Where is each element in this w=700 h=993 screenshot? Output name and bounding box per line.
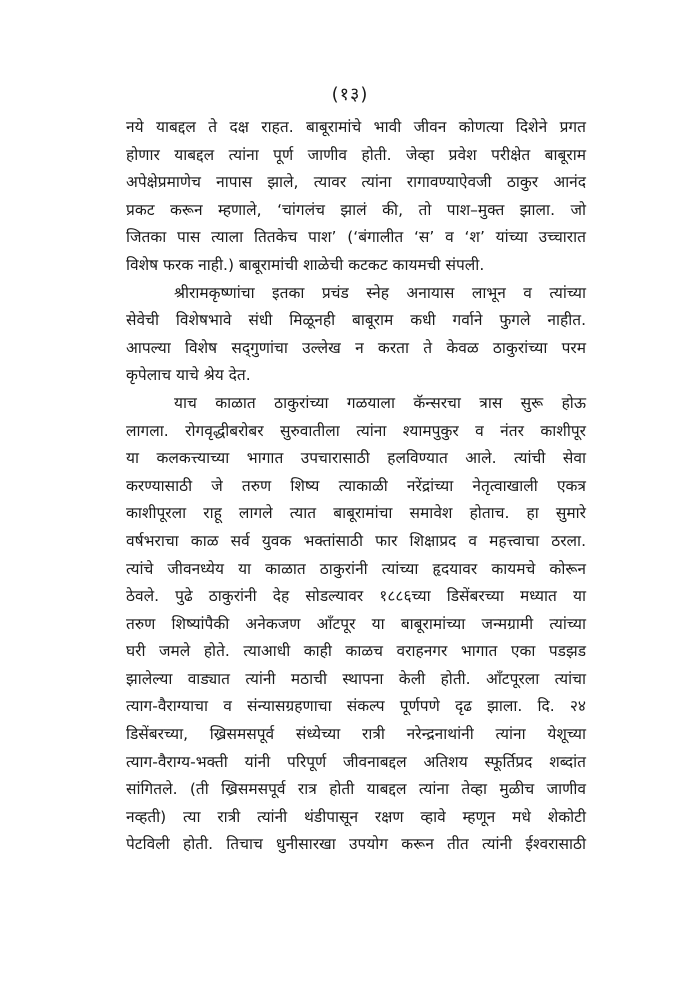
paragraph-1 xyxy=(126,114,586,280)
text-line: डिसेंबरच्या, ख्रिसमसपूर्व संध्येच्या रात्री नरेन्द्रनाथांनी त्यांना येशूच्या xyxy=(126,725,586,744)
text-line: याच काळात ठाकुरांच्या गळयाला कॅन्सरचा त्रास सुरू होऊ xyxy=(174,393,586,412)
paragraph-3 xyxy=(126,390,586,859)
text-line: कृपेलाच याचे श्रेय देत. xyxy=(126,366,251,385)
text-line: नव्हती) त्या रात्री त्यांनी थंडीपासून रक्षण व्हावे म्हणून मधे शेकोटी xyxy=(126,807,586,826)
text-line: झालेल्या वाड्यात त्यांनी मठाची स्थापना केली होती. आँटपूरला त्यांचा xyxy=(126,669,586,688)
text-line: त्यांचे जीवनध्येय या काळात ठाकुरांनी त्यांच्या हृदयावर कायमचे कोरून xyxy=(126,559,586,578)
text-line: करण्यासाठी जे तरुण शिष्य त्याकाळी नरेंद्रांच्या नेतृत्वाखाली एकत्र xyxy=(126,476,586,495)
text-line: वर्षभराचा काळ सर्व युवक भक्तांसाठी फार शिक्षाप्रद व महत्त्वाचा ठरला. xyxy=(126,531,586,550)
text-line: घरी जमले होते. त्याआधी काही काळच वराहनगर भागात एका पडझड xyxy=(126,642,586,661)
text-line: श्रीरामकृष्णांचा इतका प्रचंड स्नेह अनायास लाभून व त्यांच्या xyxy=(174,283,586,302)
text-line: पेटविली होती. तिचाच धुनीसारखा उपयोग करून तीत त्यांनी ईश्वरासाठी xyxy=(126,835,586,854)
text-line: होणार याबद्दल त्यांना पूर्ण जाणीव होती. जेव्हा प्रवेश परीक्षेत बाबूराम xyxy=(126,145,586,164)
text-line: सांगितले. (ती ख्रिसमसपूर्व रात्र होती याबद्दल त्यांना तेव्हा मुळीच जाणीव xyxy=(126,780,586,799)
page-number: (१३) xyxy=(331,84,369,105)
text-line: आपल्या विशेष सद्‌गुणांचा उल्लेख न करता ते केवळ ठाकुरांच्या परम xyxy=(126,338,586,357)
text-line: काशीपूरला राहू लागले त्यात बाबूरामांचा समावेश होताच. हा सुमारे xyxy=(126,504,586,523)
text-line: लागला. रोगवृद्धीबरोबर सुरुवातीला त्यांना श्यामपुकुर व नंतर काशीपूर xyxy=(126,421,586,440)
text-line: विशेष फरक नाही.) बाबूरामांची शाळेची कटकट कायमची संपली. xyxy=(126,255,485,274)
text-line: तरुण शिष्यांपैकी अनेकजण आँटपूर या बाबूरामांच्या जन्मग्रामी त्यांच्या xyxy=(126,614,586,633)
text-line: त्याग-वैराग्य-भक्ती यांनी परिपूर्ण जीवनाबद्दल अतिशय स्फूर्तिप्रद शब्दांत xyxy=(126,752,586,771)
text-line: त्याग-वैराग्याचा व संन्यासग्रहणाचा संकल्प पूर्णपणे दृढ झाला. दि. २४ xyxy=(126,697,586,716)
text-line: जितका पास त्याला तितकेच पाश’ (‘बंगालीत ‘स’ व ‘श’ यांच्या उच्चारात xyxy=(126,228,586,247)
text-line: सेवेची विशेषभावे संधी मिळूनही बाबूराम कधी गर्वाने फुगले नाहीत. xyxy=(126,311,586,330)
text-line: या कलकत्त्याच्या भागात उपचारासाठी हलविण्यात आले. त्यांची सेवा xyxy=(126,449,586,468)
paragraph-2 xyxy=(126,280,586,390)
body-text xyxy=(126,114,586,859)
text-line: प्रकट करून म्हणाले, ‘चांगलंच झालं की, तो पाश–मुक्त झाला. जो xyxy=(126,200,586,219)
text-line: नये याबद्दल ते दक्ष राहत. बाबूरामांचे भावी जीवन कोणत्या दिशेने प्रगत xyxy=(126,118,586,136)
text-line: अपेक्षेप्रमाणेच नापास झाले, त्यावर त्यांना रागावण्याऐवजी ठाकुर आनंद xyxy=(126,173,586,192)
text-line: ठेवले. पुढे ठाकुरांनी देह सोडल्यावर १८८६च्या डिसेंबरच्या मध्यात या xyxy=(126,587,586,606)
